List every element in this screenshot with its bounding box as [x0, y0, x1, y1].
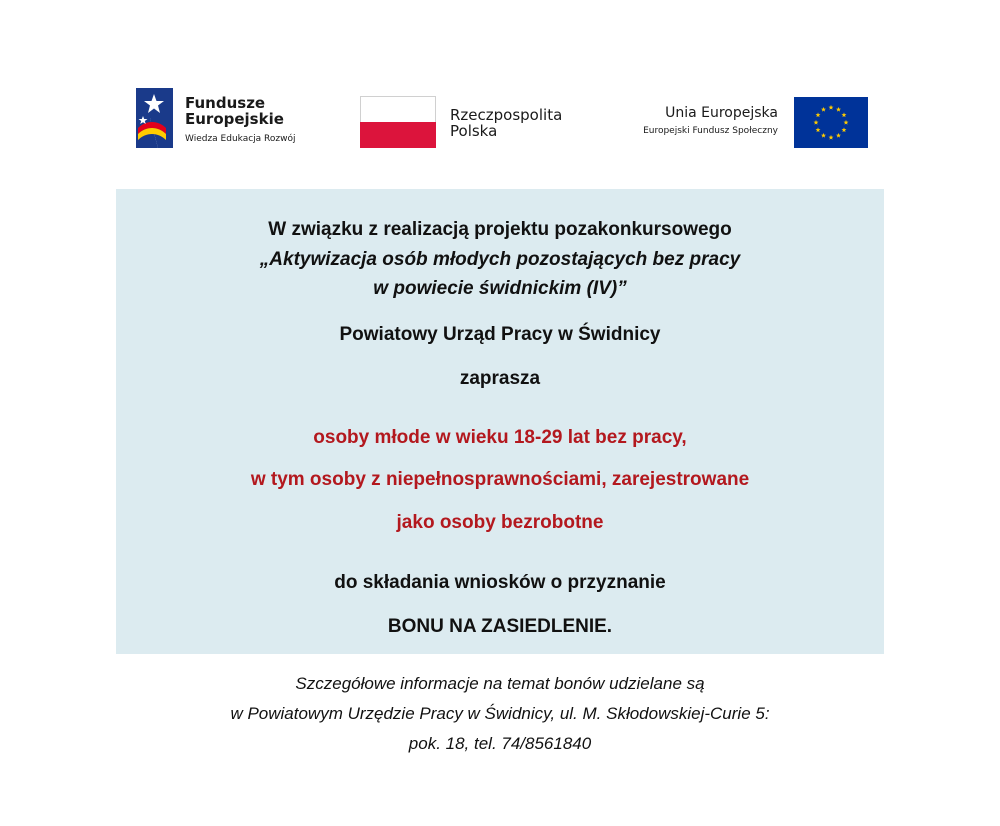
project-title-line2: w powiecie świdnickim (IV)” — [373, 278, 627, 299]
office-name: Powiatowy Urząd Pracy w Świdnicy — [339, 324, 661, 345]
polish-flag-icon — [360, 96, 436, 148]
logo-strip — [0, 0, 1000, 180]
rzeczpospolita-logo-line2: Polska — [450, 122, 498, 140]
target-group-line3: jako osoby bezrobotne — [396, 512, 604, 533]
project-title-line1: „Aktywizacja osób młodych pozostających bez pracy — [259, 249, 741, 270]
rzeczpospolita-polska-logo — [360, 96, 590, 150]
unia-logo-subtitle: Europejski Fundusz Społeczny — [643, 126, 778, 136]
intro-text: W związku z realizacją projektu pozakonkursowego — [268, 219, 732, 240]
fundusze-europejskie-logo — [136, 88, 336, 150]
rzeczpospolita-logo-line1: Rzeczpospolita — [450, 106, 563, 124]
unia-logo-title: Unia Europejska — [665, 105, 778, 121]
footer-line2: w Powiatowym Urzędzie Pracy w Świdnicy, ul. M. Skłodowskiej-Curie 5: — [230, 704, 770, 723]
purpose-text: do składania wniosków o przyznanie — [334, 572, 666, 593]
fundusze-logo-tagline: Wiedza Edukacja Rozwój — [185, 134, 296, 144]
fundusze-logo-line2: Europejskie — [185, 110, 284, 128]
footer-line3: pok. 18, tel. 74/8561840 — [408, 734, 592, 753]
invites-text: zaprasza — [459, 368, 541, 389]
eu-flag-icon — [794, 97, 868, 148]
announcement-panel — [116, 189, 884, 654]
unia-europejska-logo — [618, 96, 870, 150]
fundusze-logo-line1: Fundusze — [185, 94, 266, 112]
bonus-title: BONU NA ZASIEDLENIE. — [387, 616, 613, 637]
target-group-line1: osoby młode w wieku 18-29 lat bez pracy, — [313, 427, 687, 448]
footer-line1: Szczegółowe informacje na temat bonów udzielane są — [295, 674, 705, 693]
fundusze-europejskie-icon — [136, 88, 173, 148]
target-group-line2: w tym osoby z niepełnosprawnościami, zarejestrowane — [250, 469, 750, 490]
